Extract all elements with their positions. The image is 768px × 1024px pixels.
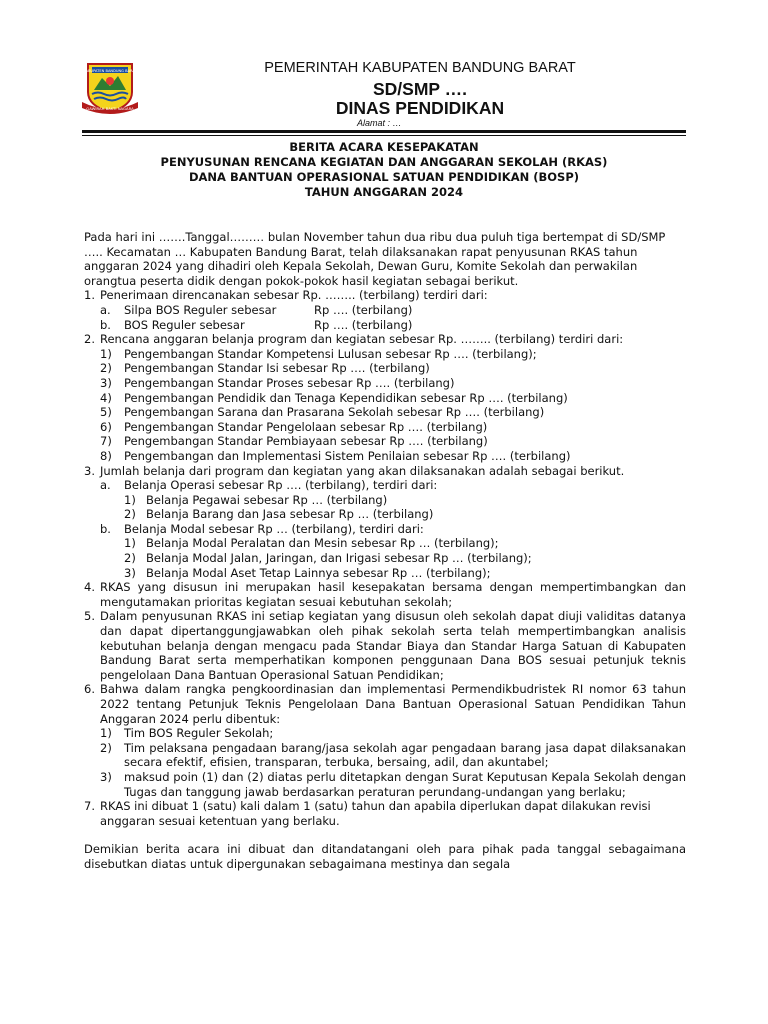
list-item-1 xyxy=(84,288,686,303)
list-item-7 xyxy=(84,799,686,828)
sub-item-number: b. xyxy=(100,521,111,536)
list-item-3 xyxy=(84,464,686,479)
sub-item-number: 3) xyxy=(100,769,112,784)
sub-sub-item xyxy=(84,566,686,581)
document-title xyxy=(82,140,686,200)
sub-item xyxy=(84,741,686,770)
item-text: Jumlah belanja dari program dan kegiatan yang akan dilaksanakan adalah sebagai berikut. xyxy=(100,463,625,478)
address: Alamat : … xyxy=(357,118,402,128)
sub-item-text: Belanja Operasi sebesar Rp …. (terbilang), terdiri dari: xyxy=(124,478,438,493)
spacer xyxy=(84,828,686,842)
sub-sub-item-text: Belanja Modal Jalan, Jaringan, dan Irigasi sebesar Rp … (terbilang); xyxy=(146,551,532,566)
sub-sub-item-number: 1) xyxy=(124,536,136,551)
sub-item-text: Tim pelaksana pengadaan barang/jasa sekolah agar pengadaan barang jasa dapat dilaksanakan secara efektif, efisien, transparan, terbuka, bersaing, adil, dan akuntabel; xyxy=(124,740,686,770)
item-text: RKAS yang disusun ini merupakan hasil kesepakatan bersama dengan mempertimbangkan dan mengutamakan prioritas kegiatan sesuai kebutuhan sekolah; xyxy=(100,580,686,609)
sub-item xyxy=(84,434,686,449)
sub-item-text: Pengembangan Standar Pembiayaan sebesar Rp …. (terbilang) xyxy=(124,434,488,449)
item-text: Penerimaan direncanakan sebesar Rp. …….. (terbilang) terdiri dari: xyxy=(100,288,488,303)
sub-sub-item-text: Belanja Modal Aset Tetap Lainnya sebesar Rp … (terbilang); xyxy=(146,565,491,580)
sub-sub-item xyxy=(84,493,686,508)
sub-item-text: Pengembangan Standar Pengelolaan sebesar Rp …. (terbilang) xyxy=(124,419,488,434)
sub-item xyxy=(84,347,686,362)
sub-item xyxy=(84,726,686,741)
item-text: Rencana anggaran belanja program dan kegiatan sebesar Rp. …….. (terbilang) terdiri dari: xyxy=(100,332,624,347)
sub-sub-item-number: 3) xyxy=(124,565,136,580)
sub-sub-item-text: Belanja Barang dan Jasa sebesar Rp … (terbilang) xyxy=(146,507,434,522)
sub-item-text: Belanja Modal sebesar Rp … (terbilang), terdiri dari: xyxy=(124,521,424,536)
list-item-4 xyxy=(84,580,686,609)
sub-item xyxy=(84,376,686,391)
sub-item-text: maksud poin (1) dan (2) diatas perlu ditetapkan dengan Surat Keputusan Kepala Sekolah dengan Tugas dan tanggung jawab berdasarkan peraturan perundang-undangan yang berlaku; xyxy=(124,769,686,799)
item-number: 5. xyxy=(84,609,95,624)
government-name: PEMERINTAH KABUPATEN BANDUNG BARAT xyxy=(264,60,576,76)
sub-item-number: a. xyxy=(100,478,111,493)
item-text: Dalam penyusunan RKAS ini setiap kegiatan yang disusun oleh sekolah dapat diuji validitas datanya dan dapat dipertanggungjawabkan oleh pihak sekolah serta telah mempertimbangkan analisis kebutuhan belanja dengan mengacu pada Standar Biaya dan Standar Harga Satuan di Kabupaten Bandung Barat serta memperhatikan komponen penggunaan Dana BOS sesuai petunjuk teknis pengelolaan Dana Bantuan Operasional Satuan Pendidikan; xyxy=(100,609,686,682)
sub-sub-item xyxy=(84,507,686,522)
header-rule-thick xyxy=(82,130,686,133)
item-number: 2. xyxy=(84,332,95,347)
sub-item xyxy=(84,405,686,420)
sub-item-text: Tim BOS Reguler Sekolah; xyxy=(124,726,274,741)
sub-sub-item-text: Belanja Modal Peralatan dan Mesin sebesar Rp … (terbilang); xyxy=(146,536,499,551)
item-number: 1. xyxy=(84,288,95,303)
sub-sub-item-number: 1) xyxy=(124,492,136,507)
sub-sub-item-number: 2) xyxy=(124,551,136,566)
header-rule-thin xyxy=(82,135,686,136)
sub-item-number: 6) xyxy=(100,419,112,434)
closing-paragraph: Demikian berita acara ini dibuat dan ditandatangani oleh para pihak pada tanggal sebagaimana disebutkan diatas untuk dipergunakan sebagaimana mestinya dan segala xyxy=(84,842,686,871)
sub-item-value: Rp …. (terbilang) xyxy=(314,302,413,317)
item-text: RKAS ini dibuat 1 (satu) kali dalam 1 (satu) tahun dan apabila diperlukan dapat dilakukan revisi anggaran sesuai ketentuan yang berlaku. xyxy=(100,799,651,828)
sub-item-number: 7) xyxy=(100,434,112,449)
sub-item-value: Rp …. (terbilang) xyxy=(314,317,413,332)
sub-item-label: Silpa BOS Reguler sebesar xyxy=(124,302,277,317)
item-number: 6. xyxy=(84,682,95,697)
sub-item xyxy=(84,361,686,376)
sub-item-text: Pengembangan Pendidik dan Tenaga Kependidikan sebesar Rp …. (terbilang) xyxy=(124,390,568,405)
sub-item-number: 8) xyxy=(100,448,112,463)
sub-item xyxy=(84,522,686,537)
title-line: DANA BANTUAN OPERASIONAL SATUAN PENDIDIKAN (BOSP) xyxy=(188,170,580,184)
sub-item-label: BOS Reguler sebesar xyxy=(124,317,245,332)
sub-item-text: Pengembangan Sarana dan Prasarana Sekolah sebesar Rp …. (terbilang) xyxy=(124,405,545,420)
sub-item xyxy=(84,420,686,435)
sub-item-number: 3) xyxy=(100,375,112,390)
sub-item-number: 1) xyxy=(100,346,112,361)
svg-text:KABUPATEN BANDUNG BARAT: KABUPATEN BANDUNG BARAT xyxy=(83,68,137,73)
sub-item-number: 2) xyxy=(100,361,112,376)
sub-item-number: 2) xyxy=(100,740,112,755)
sub-item-number: b. xyxy=(100,317,111,332)
sub-item-number: a. xyxy=(100,302,111,317)
title-line: BERITA ACARA KESEPAKATAN xyxy=(289,140,479,154)
title-line: TAHUN ANGGARAN 2024 xyxy=(304,185,464,199)
item-number: 4. xyxy=(84,580,95,595)
document-body xyxy=(84,230,686,872)
item-number: 3. xyxy=(84,463,95,478)
sub-item xyxy=(84,770,686,799)
list-item-6 xyxy=(84,682,686,726)
sub-item xyxy=(84,318,686,333)
list-item-5 xyxy=(84,609,686,682)
sub-item-text: Pengembangan Standar Proses sebesar Rp …. (terbilang) xyxy=(124,375,455,390)
sub-item-text: Pengembangan Standar Kompetensi Lulusan sebesar Rp …. (terbilang); xyxy=(124,346,537,361)
sub-item-number: 4) xyxy=(100,390,112,405)
item-number: 7. xyxy=(84,799,95,814)
bandung-barat-logo xyxy=(80,62,140,114)
intro-paragraph: Pada hari ini …….Tanggal……… bulan November tahun dua ribu dua puluh tiga bertempat di SD/SMP ….. Kecamatan … Kabupaten Bandung Barat, telah dilaksanakan rapat penyusunan RKAS tahun anggaran 2024 yang dihadiri oleh Kepala Sekolah, Dewan Guru, Komite Sekolah dan perwakilan orangtua peserta didik dengan pokok-pokok hasil kegiatan sebagai berikut. xyxy=(84,230,666,288)
sub-sub-item xyxy=(84,536,686,551)
sub-item-text: Pengembangan dan Implementasi Sistem Penilaian sebesar Rp …. (terbilang) xyxy=(124,448,571,463)
sub-item xyxy=(84,303,686,318)
sub-item-number: 1) xyxy=(100,726,112,741)
school-name: SD/SMP …. xyxy=(372,79,467,99)
title-line: PENYUSUNAN RENCANA KEGIATAN DAN ANGGARAN SEKOLAH (RKAS) xyxy=(160,155,608,169)
sub-item-text: Pengembangan Standar Isi sebesar Rp …. (terbilang) xyxy=(124,361,430,376)
sub-item-number: 5) xyxy=(100,405,112,420)
sub-sub-item xyxy=(84,551,686,566)
office-name: DINAS PENDIDIKAN xyxy=(335,98,505,118)
sub-item xyxy=(84,478,686,493)
sub-sub-item-number: 2) xyxy=(124,507,136,522)
svg-text:GAWIRAH BAKTI NAGARA: GAWIRAH BAKTI NAGARA xyxy=(86,106,134,111)
list-item-2 xyxy=(84,332,686,347)
item-text: Bahwa dalam rangka pengkoordinasian dan implementasi Permendikbudristek RI nomor 63 tahun 2022 tentang Petunjuk Teknis Pengelolaan Dana Bantuan Operasional Satuan Pendidikan Tahun Anggaran 2024 perlu dibentuk: xyxy=(100,682,686,726)
sub-item xyxy=(84,449,686,464)
sub-sub-item-text: Belanja Pegawai sebesar Rp … (terbilang) xyxy=(146,492,388,507)
sub-item xyxy=(84,391,686,406)
